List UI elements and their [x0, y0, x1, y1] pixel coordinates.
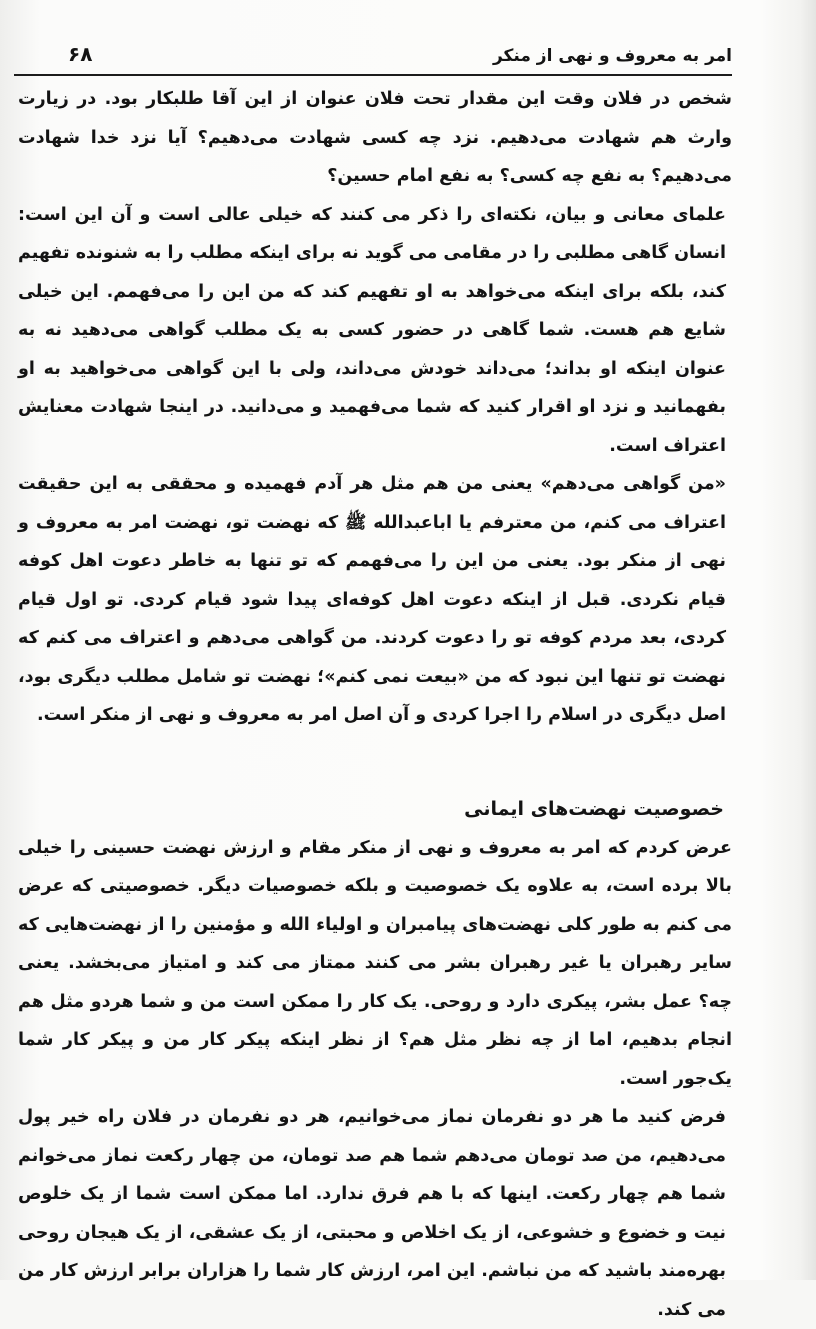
section-heading: خصوصیت نهضت‌های ایمانی [464, 797, 724, 820]
page-body [18, 80, 732, 1329]
paragraph: فرض کنید ما هر دو نفرمان نماز می‌خوانیم، هر دو نفرمان در فلان راه خیر پول می‌دهیم، من صد تومان می‌دهم شما هم صد تومان، من چهار رکعت نماز می‌خوانم شما هم چهار رکعت. اینها که با هم فرق ندارد. اما ممکن است شما از یک خلوص نیت و خضوع و خشوعی، از یک اخلاص و محبتی، از یک عشقی، از یک هیجان روحی بهره‌مند باشید که من نباشم. این امر، ارزش کار شما را هزاران برابر ارزش کار من می کند. [18, 1107, 726, 1320]
paragraph: شخص در فلان وقت این مقدار تحت فلان عنوان از این آقا طلبکار بود. در زیارت وارث هم شهادت می‌دهیم. نزد چه کسی شهادت می‌دهیم؟ آیا نزد خدا شهادت می‌دهیم؟ به نفع چه کسی؟ به نفع امام حسین؟ [18, 89, 732, 186]
header-rule [14, 74, 732, 76]
paragraph: عرض کردم که امر به معروف و نهی از منکر مقام و ارزش نهضت حسینی را خیلی بالا برده است، به علاوه یک خصوصیت و بلکه خصوصیات دیگر. خصوصیتی که عرض می کنم به طور کلی نهضت‌های پیامبران و اولیاء الله و مؤمنین را از نهضت‌هایی که سایر رهبران یا غیر رهبران بشر می کنند ممتاز می کند و امتیاز می‌بخشد. یعنی چه؟ عمل بشر، پیکری دارد و روحی. یک کار را ممکن است من و شما هردو مثل هم انجام بدهیم، اما از چه نظر مثل هم؟ از نظر اینکه پیکر کار من و پیکر کار شما یک‌جور است. [18, 837, 732, 1089]
running-title: امر به معروف و نهی از منکر [492, 46, 732, 66]
page-number: ۶۸ [68, 42, 93, 66]
running-header [68, 32, 732, 66]
paragraph: «من گواهی می‌دهم» یعنی من هم مثل هر آدم فهمیده و محققی به این حقیقت اعتراف می کنم، من معترفم یا اباعبدالله ﷺ که نهضت تو، نهضت امر به معروف و نهی از منکر بود. یعنی من این را می‌فهمم که تو تنها به خاطر دعوت اهل کوفه قیام نکردی. قبل از اینکه دعوت اهل کوفه‌ای پیدا شود قیام کردی. تو اول قیام کردی، بعد مردم کوفه تو را دعوت کردند. من گواهی می‌دهم و اعتراف می کنم که نهضت تو تنها این نبود که من «بیعت نمی کنم»؛ نهضت تو شامل مطلب دیگری بود، اصل دیگری در اسلام را اجرا کردی و آن اصل امر به معروف و نهی از منکر است. [18, 474, 726, 725]
paragraph: علمای معانی و بیان، نکته‌ای را ذکر می کنند که خیلی عالی است و آن این است: انسان گاهی مطلبی را در مقامی می گوید نه برای اینکه مطلب را به شنونده تفهیم کند، بلکه برای اینکه می‌خواهد به او تفهیم کند که من این را می‌فهمم. این خیلی شایع هم هست. شما گاهی در حضور کسی به یک مطلب گواهی می‌دهید نه به عنوان اینکه او بداند؛ می‌داند خودش می‌داند، ولی با این گواهی می‌خواهید به او بفهمانید و نزد او اقرار کنید که شما می‌فهمید و می‌دانید. در اینجا شهادت معنایش اعتراف است. [18, 204, 726, 456]
